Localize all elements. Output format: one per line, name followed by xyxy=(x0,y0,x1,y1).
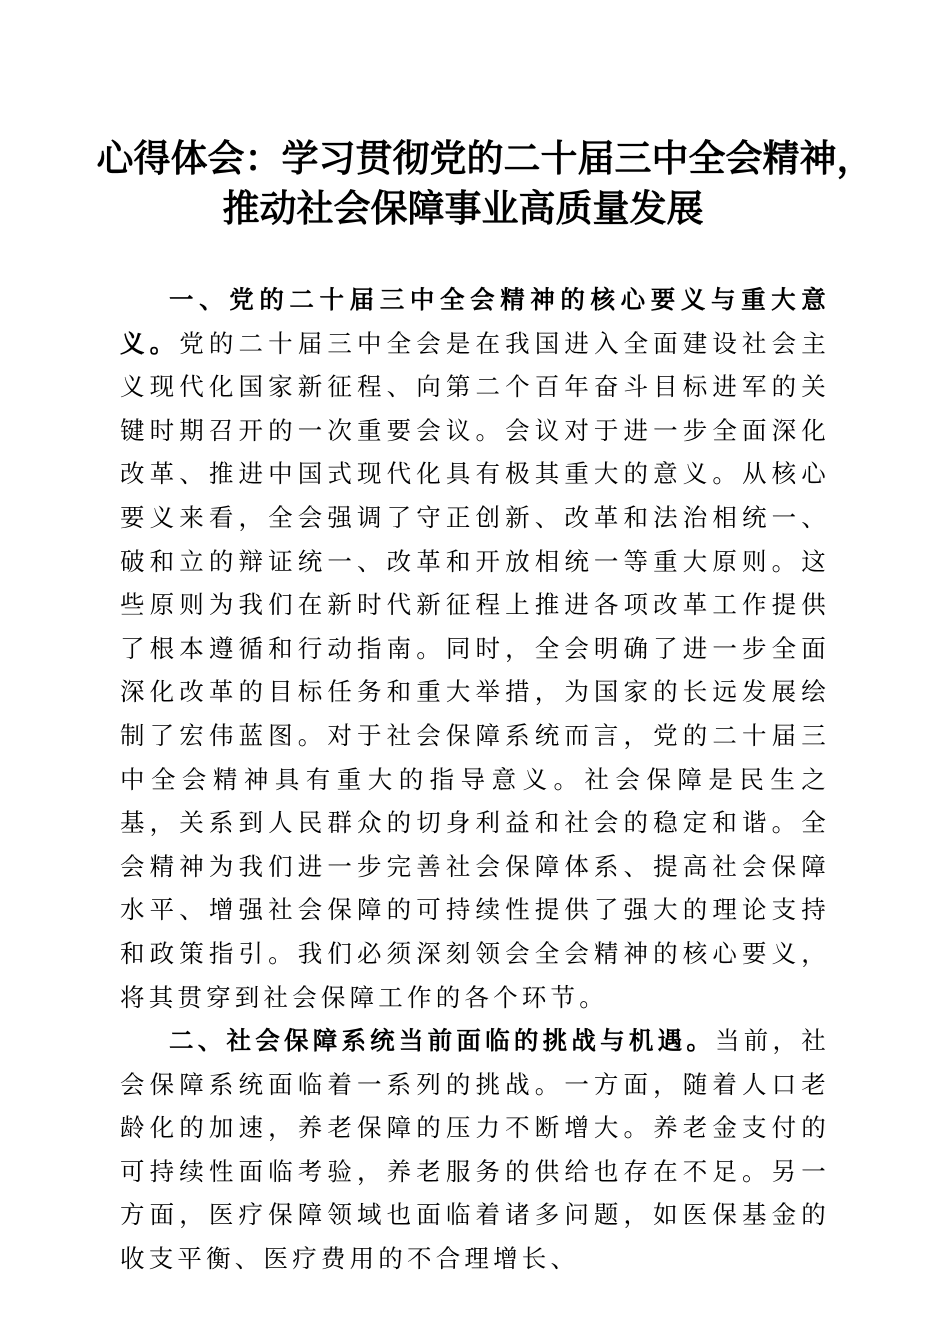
paragraph-1-text: 党的二十届三中全会是在我国进入全面建设社会主义现代化国家新征程、向第二个百年奋斗目标进军的关键时期召开的一次重要会议。会议对于进一步全面深化改革、推进中国式现代化具有极其重大的意义。从核心要义来看，全会强调了守正创新、改革和法治相统一、破和立的辩证统一、改革和开放相统一等重大原则。这些原则为我们在新时代新征程上推进各项改革工作提供了根本遵循和行动指南。同时，全会明确了进一步全面深化改革的目标任务和重大举措，为国家的长远发展绘制了宏伟蓝图。对于社会保障系统而言，党的二十届三中全会精神具有重大的指导意义。社会保障是民生之基，关系到人民群众的切身利益和社会的稳定和谐。全会精神为我们进一步完善社会保障体系、提高社会保障水平、增强社会保障的可持续性提供了强大的理论支持和政策指引。我们必须深刻领会全会精神的核心要义，将其贯穿到社会保障工作的各个环节。 xyxy=(120,328,830,1012)
document-body xyxy=(120,278,830,1281)
paragraph-1-heading: 一、党的二十届三中全会精神的核心要义与重大意义。 xyxy=(120,285,830,358)
paragraph-2-heading: 二、社会保障系统当前面临的挑战与机遇。 xyxy=(169,1026,716,1056)
paragraph-1 xyxy=(120,278,830,1019)
paragraph-2 xyxy=(120,1019,830,1281)
document-title-line-1: 心得体会：学习贯彻党的二十届三中全会精神， xyxy=(96,136,874,180)
document-title-line-2: 推动社会保障事业高质量发展 xyxy=(222,186,704,230)
paragraph-2-text: 当前，社会保障系统面临着一系列的挑战。一方面，随着人口老龄化的加速，养老保障的压力不断增大。养老金支付的可持续性面临考验，养老服务的供给也存在不足。另一方面，医疗保障领域也面临着诸多问题，如医保基金的收支平衡、医疗费用的不合理增长、 xyxy=(120,1026,830,1274)
